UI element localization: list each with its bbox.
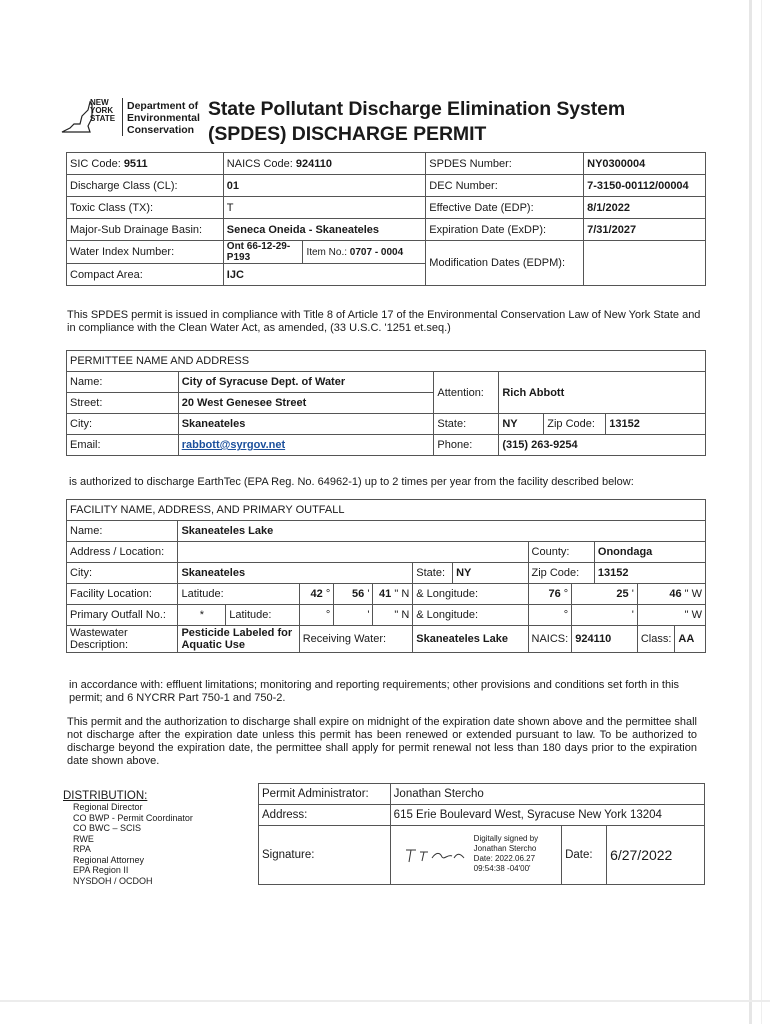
table-cell: Wastewater Description: <box>67 626 178 653</box>
table-cell: Effective Date (EDP): <box>426 197 584 219</box>
table-cell: Jonathan Stercho <box>390 784 704 805</box>
table-cell: ' <box>334 605 373 626</box>
list-item: EPA Region II <box>73 865 129 875</box>
table-cell: Toxic Class (TX): <box>67 197 224 219</box>
table-cell: Name: <box>67 521 178 542</box>
table-cell: ' <box>572 605 638 626</box>
table-cell: * <box>178 605 226 626</box>
table-cell: Attention: <box>434 372 499 414</box>
table-cell: SPDES Number: <box>426 153 584 175</box>
table-cell: Permit Administrator: <box>259 784 391 805</box>
table-row <box>67 372 706 393</box>
table-cell: Latitude: <box>178 584 299 605</box>
table-cell: Latitude: <box>226 605 300 626</box>
table-cell: Primary Outfall No.: <box>67 605 178 626</box>
page-title: State Pollutant Discharge Elimination System (SPDES) DISCHARGE PERMIT <box>208 98 626 145</box>
table-cell: City: <box>67 563 178 584</box>
table-cell: Onondaga <box>594 542 705 563</box>
table-cell: Date: <box>562 826 607 885</box>
table-cell: ° <box>528 605 572 626</box>
scan-edge-2 <box>761 0 762 1024</box>
table-row <box>67 153 706 175</box>
table-cell: County: <box>528 542 594 563</box>
administrator-table <box>258 783 705 885</box>
table-cell: Major-Sub Drainage Basin: <box>67 219 224 241</box>
table-cell: Discharge Class (CL): <box>67 175 224 197</box>
table-cell: City of Syracuse Dept. of Water <box>178 372 434 393</box>
table-cell: 924110 <box>572 626 638 653</box>
list-item: RWE <box>73 833 94 844</box>
table-cell: 7/31/2027 <box>584 219 706 241</box>
table-cell: IJC <box>223 264 426 286</box>
table-row <box>67 351 706 372</box>
table-row <box>67 241 706 264</box>
limitations-paragraph: in accordance with: effluent limitations; monitoring and reporting requirements; other provisions and conditions set forth in this permit; and 6 NYCRR Part 750-1 and 750-2. <box>69 679 680 704</box>
table-cell: Compact Area: <box>67 264 224 286</box>
table-cell: Signature: <box>259 826 391 885</box>
list-item: NYSDOH / OCDOH <box>73 875 153 886</box>
table-cell: " N <box>373 605 413 626</box>
table-cell: 56 ' <box>334 584 373 605</box>
table-row <box>67 521 706 542</box>
table-cell: ° <box>299 605 334 626</box>
distribution-list <box>63 790 193 886</box>
table-cell: Name: <box>67 372 179 393</box>
table-row <box>67 435 706 456</box>
expiration-paragraph: This permit and the authorization to discharge shall expire on midnight of the expiration date shown above and the permittee shall not discharge after the expiration date unless this permit has been renewed or extended pursuant to law. To be authorized to discharge beyond the expiration date, the permittee shall apply for permit renewal not less than 180 days prior to the expiration date shown above. <box>67 716 697 767</box>
table-cell: Address: <box>259 805 391 826</box>
table-cell: T <box>223 197 426 219</box>
table-cell: Skaneateles <box>178 563 413 584</box>
logo-dept-text: Department of Environmental Conservation <box>127 100 200 136</box>
table-row <box>67 626 706 653</box>
table-cell: Receiving Water: <box>299 626 413 653</box>
table-cell: Skaneateles Lake <box>178 521 706 542</box>
table-cell: Skaneateles Lake <box>413 626 528 653</box>
table-cell: 41 " N <box>373 584 413 605</box>
table-cell: NAICS: <box>528 626 572 653</box>
table-cell: 42 ° <box>299 584 334 605</box>
compliance-paragraph: This SPDES permit is issued in compliance with Title 8 of Article 17 of the Environmental Conservation Law of New York State and in compliance with the Clean Water Act, as amended, (33 U.S.C. '1251 et.seq.) <box>67 309 701 334</box>
table-cell: 13152 <box>594 563 705 584</box>
table-row <box>67 219 706 241</box>
table-row <box>259 826 705 885</box>
table-cell <box>178 542 528 563</box>
digital-signature: Digitally signed by Jonathan Stercho Date: 2022.06.27 09:54:38 -04'00' <box>394 826 558 884</box>
table-cell: & Longitude: <box>413 605 528 626</box>
table-cell: Zip Code: <box>544 414 606 435</box>
table-cell: & Longitude: <box>413 584 528 605</box>
table-cell: Skaneateles <box>178 414 434 435</box>
table-row <box>67 605 706 626</box>
table-row <box>67 414 706 435</box>
table-cell: SIC Code: 9511 <box>67 153 224 175</box>
table-cell <box>390 826 561 885</box>
distribution-heading: DISTRIBUTION: <box>63 790 148 802</box>
table-cell: DEC Number: <box>426 175 584 197</box>
table-cell: 6/27/2022 <box>607 826 705 885</box>
table-row <box>67 175 706 197</box>
list-item: Regional Director <box>73 802 143 812</box>
table-row <box>67 197 706 219</box>
table-cell: 8/1/2022 <box>584 197 706 219</box>
table-cell: (315) 263-9254 <box>499 435 706 456</box>
table-cell: 25 ' <box>572 584 638 605</box>
scan-edge <box>749 0 752 1024</box>
table-cell: Modification Dates (EDPM): <box>426 241 584 286</box>
permit-info-table <box>66 152 706 286</box>
table-cell: 615 Erie Boulevard West, Syracuse New York 13204 <box>390 805 704 826</box>
permittee-heading: PERMITTEE NAME AND ADDRESS <box>67 351 706 372</box>
table-cell: Pesticide Labeled for Aquatic Use <box>178 626 299 653</box>
table-cell: Address / Location: <box>67 542 178 563</box>
table-cell: State: <box>434 414 499 435</box>
table-cell: State: <box>413 563 453 584</box>
table-cell: Rich Abbott <box>499 372 706 414</box>
table-cell: Class: <box>637 626 675 653</box>
list-item: CO BWP - Permit Coordinator <box>73 812 193 823</box>
nysdec-logo <box>60 98 200 138</box>
table-cell: " W <box>637 605 705 626</box>
table-cell: 01 <box>223 175 426 197</box>
table-cell: 13152 <box>606 414 706 435</box>
table-cell: 7-3150-00112/00004 <box>584 175 706 197</box>
table-cell: Seneca Oneida - Skaneateles <box>223 219 426 241</box>
list-item: CO BWC – SCIS <box>73 823 142 833</box>
table-cell <box>584 241 706 286</box>
scan-bottom-edge <box>0 1000 770 1002</box>
table-cell: NY <box>453 563 528 584</box>
table-cell: Item No.: 0707 - 0004 <box>303 241 426 264</box>
table-row <box>67 542 706 563</box>
table-row <box>259 805 705 826</box>
table-cell: Zip Code: <box>528 563 594 584</box>
table-cell: Water Index Number: <box>67 241 224 264</box>
logo-ny-text: NEW YORK STATE <box>90 98 116 123</box>
table-cell: NY <box>499 414 544 435</box>
table-row <box>67 563 706 584</box>
table-cell <box>178 435 434 456</box>
list-item: Regional Attorney <box>73 854 145 865</box>
table-cell: Phone: <box>434 435 499 456</box>
table-row <box>67 584 706 605</box>
authorization-paragraph: is authorized to discharge EarthTec (EPA Reg. No. 64962-1) up to 2 times per year from the facility described below: <box>69 476 634 488</box>
signature-scribble-icon <box>402 844 472 866</box>
table-cell: Expiration Date (ExDP): <box>426 219 584 241</box>
table-cell: Street: <box>67 393 179 414</box>
table-cell: City: <box>67 414 179 435</box>
email-link[interactable]: rabbott@syrgov.net <box>181 439 286 451</box>
table-row <box>67 500 706 521</box>
permittee-table <box>66 350 706 456</box>
list-item: RPA <box>73 844 91 854</box>
table-cell: Facility Location: <box>67 584 178 605</box>
facility-table <box>66 499 706 653</box>
table-cell: 76 ° <box>528 584 572 605</box>
table-cell: NY0300004 <box>584 153 706 175</box>
table-cell: 46 " W <box>637 584 705 605</box>
table-cell: NAICS Code: 924110 <box>223 153 426 175</box>
facility-heading: FACILITY NAME, ADDRESS, AND PRIMARY OUTFALL <box>67 500 706 521</box>
table-cell: 20 West Genesee Street <box>178 393 434 414</box>
table-cell: AA <box>675 626 706 653</box>
table-cell: Ont 66-12-29-P193 <box>223 241 303 264</box>
table-row <box>259 784 705 805</box>
ny-state-outline-icon <box>60 98 94 138</box>
table-cell: Email: <box>67 435 179 456</box>
